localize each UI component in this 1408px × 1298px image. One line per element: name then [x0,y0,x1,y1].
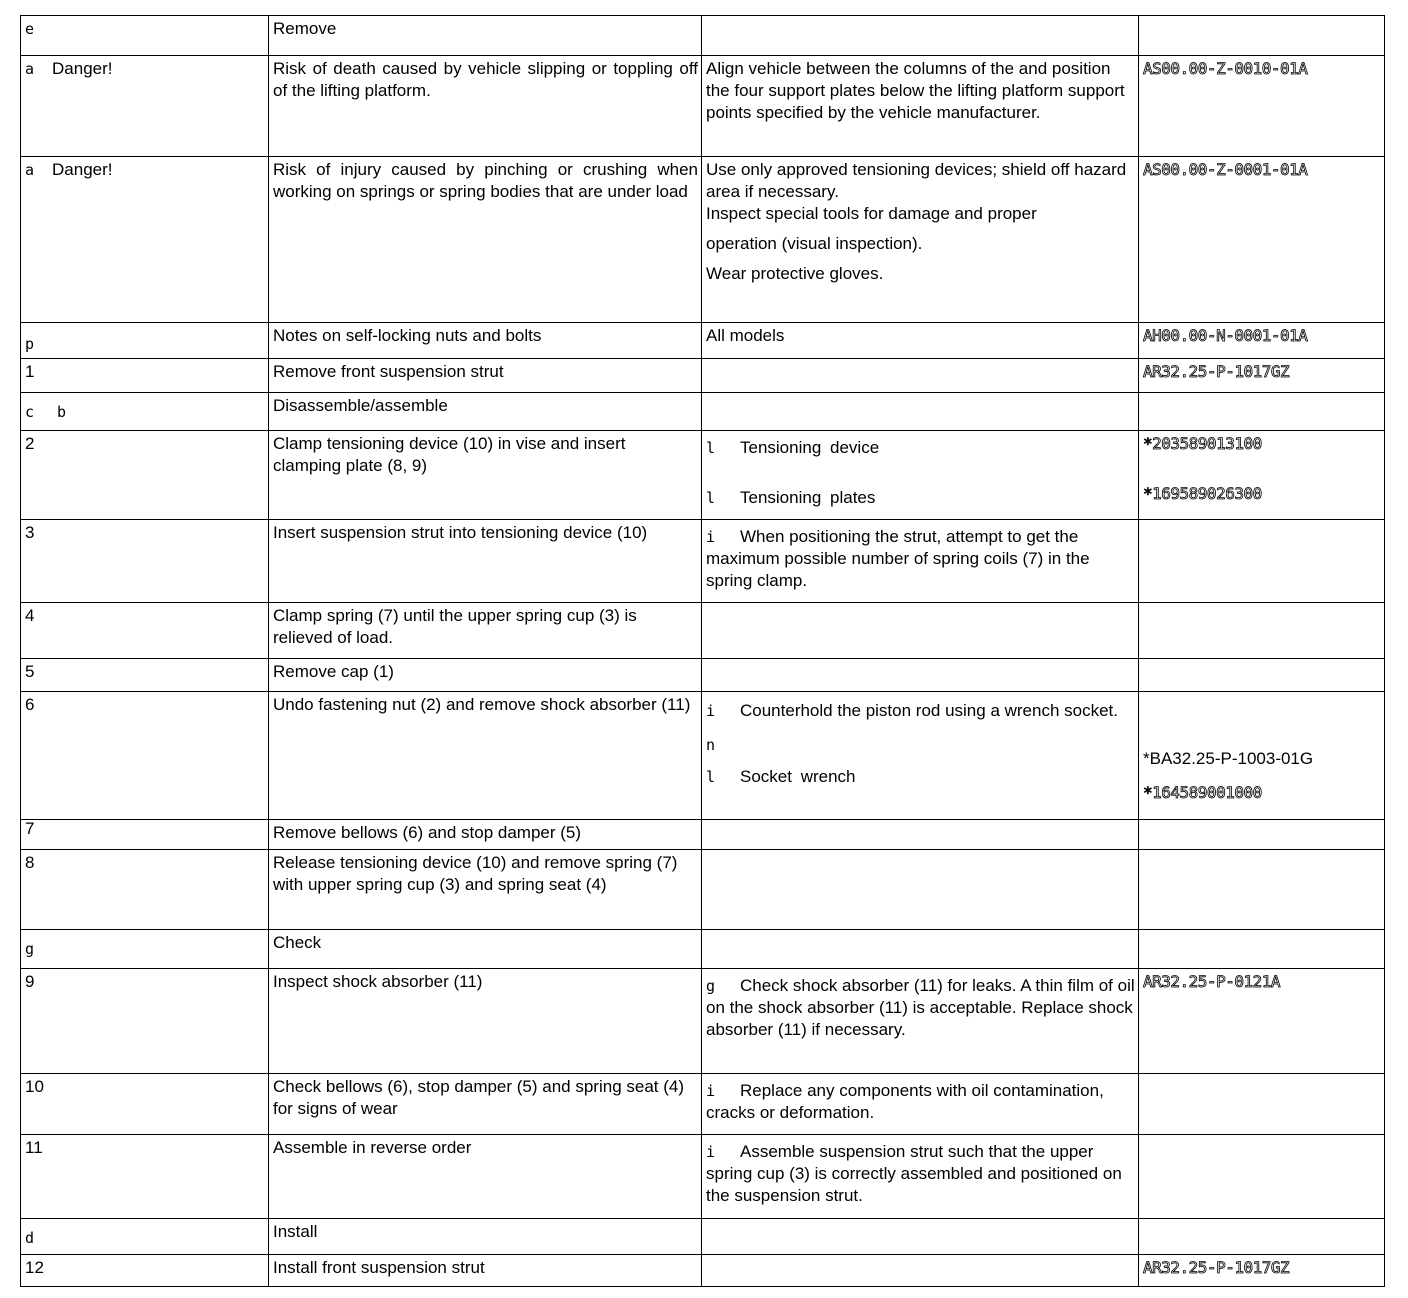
table-row [21,930,1385,969]
reference-cell [1139,1255,1385,1287]
notes-cell [702,16,1139,56]
reference-cell [1139,431,1385,520]
notes-cell [702,323,1139,359]
operation-text: Risk of injury caused by pinching or crushing when working on springs or spring bodies that are under load [273,160,698,201]
step-cell [21,692,269,820]
step-cell [21,930,269,969]
note-text: When positioning the strut, attempt to get the maximum possible number of spring coils (7) in the spring clamp. [706,527,1090,590]
tool-line [706,487,1135,509]
operation-cell [269,692,702,820]
operation-cell [269,359,702,393]
step-number: 7 [25,819,35,838]
operation-cell [269,16,702,56]
note-text: Use only approved tensioning devices; shield off hazard area if necessary. [706,160,1127,201]
info-symbol: i [706,1143,716,1161]
reference-cell [1139,850,1385,930]
operation-text: Release tensioning device (10) and remove spring (7) with upper spring cup (3) and spring seat (4) [273,853,678,894]
operation-cell [269,850,702,930]
step-number: 9 [25,972,35,991]
operation-text: Remove [273,19,337,38]
operation-cell [269,520,702,603]
step-number: 2 [25,434,35,453]
table-row [21,820,1385,850]
step-cell [21,1074,269,1135]
notes-cell [702,1255,1139,1287]
check-symbol: g [706,977,716,995]
reference-cell [1139,1135,1385,1219]
table-row [21,1135,1385,1219]
table-row [21,1074,1385,1135]
reference-link[interactable]: *BA32.25-P-1003-01G [1143,749,1314,768]
step-number: 8 [25,853,35,872]
operation-cell [269,1255,702,1287]
reference-cell [1139,520,1385,603]
operation-text: Remove bellows (6) and stop damper (5) [273,823,582,842]
operation-text: Check [273,933,322,952]
reference-cell [1139,930,1385,969]
operation-cell [269,603,702,659]
danger-symbol: a [25,161,35,179]
operation-cell [269,56,702,157]
step-number: 5 [25,662,35,681]
reference-cell [1139,692,1385,820]
table-row [21,56,1385,157]
tool-symbol: l [706,439,716,457]
info-symbol: i [706,702,716,720]
table-row [21,16,1385,56]
tool-symbol: l [706,489,716,507]
reference-cell [1139,323,1385,359]
notes-cell [702,969,1139,1074]
operation-cell [269,323,702,359]
step-cell [21,431,269,520]
reference-cell [1139,820,1385,850]
table-row [21,157,1385,323]
step-number: 10 [25,1077,44,1096]
procedure-table [20,15,1385,1287]
step-number: 11 [25,1138,43,1157]
step-number: 3 [25,523,35,542]
note-text: Check shock absorber (11) for leaks. A thin film of oil on the shock absorber (11) is acceptable. Replace shock absorber (11) if necessary. [706,976,1135,1039]
table-row [21,359,1385,393]
operation-text: Install [273,1222,318,1241]
operation-text: Remove cap (1) [273,662,394,681]
section-symbol: d [25,1229,35,1247]
operation-text: Notes on self-locking nuts and bolts [273,326,542,345]
info-symbol: i [706,1082,716,1100]
operation-cell [269,1135,702,1219]
step-number: 6 [25,695,35,714]
reference-cell [1139,659,1385,692]
reference-link[interactable]: AH00.00-N-0001-01A [1143,326,1308,345]
notes-cell [702,393,1139,431]
step-cell [21,393,269,431]
step-cell [21,1255,269,1287]
table-row [21,850,1385,930]
reference-cell [1139,56,1385,157]
step-cell [21,323,269,359]
note-text: Align vehicle between the columns of the and position the four support plates below the lifting platform support points specified by the vehicle manufacturer. [706,59,1125,122]
reference-link[interactable]: AS00.00-Z-0010-01A [1143,59,1308,78]
step-cell [21,820,269,850]
operation-text: Disassemble/assemble [273,396,448,415]
operation-text: Assemble in reverse order [273,1138,472,1157]
tool-line [706,437,1135,459]
notes-cell [702,520,1139,603]
operation-cell [269,1219,702,1255]
operation-cell [269,1074,702,1135]
reference-link[interactable]: AR32.25-P-1017GZ [1143,362,1290,381]
operation-text: Insert suspension strut into tensioning device (10) [273,523,648,542]
note-text: operation (visual inspection). [706,234,923,253]
reference-symbol: n [706,736,716,754]
step-cell [21,56,269,157]
tool-name: Tensioning device [740,438,880,457]
section-symbol: g [25,940,35,958]
table-row [21,969,1385,1074]
tool-symbol: l [706,768,716,786]
step-cell [21,520,269,603]
operation-cell [269,157,702,323]
danger-symbol: a [25,60,35,78]
tool-name: Socket wrench [740,767,856,786]
reference-cell [1139,157,1385,323]
notes-cell [702,1074,1139,1135]
tool-part-number[interactable]: *203589013100 [1143,434,1262,453]
notes-cell [702,820,1139,850]
table-row [21,393,1385,431]
step-number: 4 [25,606,35,625]
notes-cell [702,157,1139,323]
note-text: Replace any components with oil contamination, cracks or deformation. [706,1081,1104,1122]
reference-cell [1139,1219,1385,1255]
table-row [21,1219,1385,1255]
operation-text: Check bellows (6), stop damper (5) and spring seat (4) for signs of wear [273,1077,685,1118]
step-number: 12 [25,1258,44,1277]
operation-text: Clamp tensioning device (10) in vise and insert clamping plate (8, 9) [273,434,626,475]
notes-cell [702,659,1139,692]
step-cell [21,16,269,56]
reference-link[interactable]: AR32.25-P-1017GZ [1143,1258,1290,1277]
note-text: Inspect special tools for damage and proper [706,204,1037,223]
step-cell [21,969,269,1074]
note-text: Assemble suspension strut such that the upper spring cup (3) is correctly assembled and positioned on the suspension strut. [706,1142,1122,1205]
operation-text: Undo fastening nut (2) and remove shock absorber (11) [273,695,691,714]
table-row [21,520,1385,603]
operation-text: Clamp spring (7) until the upper spring cup (3) is relieved of load. [273,606,637,647]
tool-part-number[interactable]: *164589001000 [1143,783,1262,802]
reference-cell [1139,603,1385,659]
operation-cell [269,393,702,431]
table-row [21,659,1385,692]
notes-cell [702,603,1139,659]
step-cell [21,659,269,692]
notes-cell [702,692,1139,820]
notes-cell [702,431,1139,520]
operation-text: Inspect shock absorber (11) [273,972,483,991]
step-cell [21,850,269,930]
reference-cell [1139,1074,1385,1135]
note-text: Wear protective gloves. [706,264,884,283]
step-cell [21,603,269,659]
step-cell [21,359,269,393]
notes-cell [702,1219,1139,1255]
operation-cell [269,431,702,520]
section-symbol: c b [25,403,67,421]
step-cell [21,1135,269,1219]
danger-label: Danger! [52,160,113,179]
operation-text: Install front suspension strut [273,1258,485,1277]
table-row [21,692,1385,820]
table-row [21,323,1385,359]
info-symbol: i [706,528,716,546]
danger-label: Danger! [52,59,113,78]
notes-cell [702,359,1139,393]
notes-cell [702,56,1139,157]
tool-part-number[interactable]: *169589026300 [1143,484,1262,503]
notes-cell [702,1135,1139,1219]
note-symbol: p [25,335,35,353]
step-number: 1 [25,362,35,381]
step-cell [21,1219,269,1255]
note-text: All models [706,326,785,345]
note-text: Counterhold the piston rod using a wrench socket. [740,701,1119,720]
operation-cell [269,820,702,850]
table-row [21,603,1385,659]
operation-cell [269,969,702,1074]
reference-link[interactable]: AS00.00-Z-0001-01A [1143,160,1308,179]
operation-cell [269,659,702,692]
notes-cell [702,850,1139,930]
table-row [21,1255,1385,1287]
operation-text: Remove front suspension strut [273,362,504,381]
reference-cell [1139,393,1385,431]
tool-name: Tensioning plates [740,488,876,507]
operation-cell [269,930,702,969]
reference-link[interactable]: AR32.25-P-0121A [1143,972,1280,991]
reference-cell [1139,16,1385,56]
notes-cell [702,930,1139,969]
reference-cell [1139,359,1385,393]
operation-text: Risk of death caused by vehicle slipping or toppling off of the lifting platform. [273,59,698,100]
step-cell [21,157,269,323]
table-row [21,431,1385,520]
section-symbol: e [25,20,35,38]
reference-cell [1139,969,1385,1074]
